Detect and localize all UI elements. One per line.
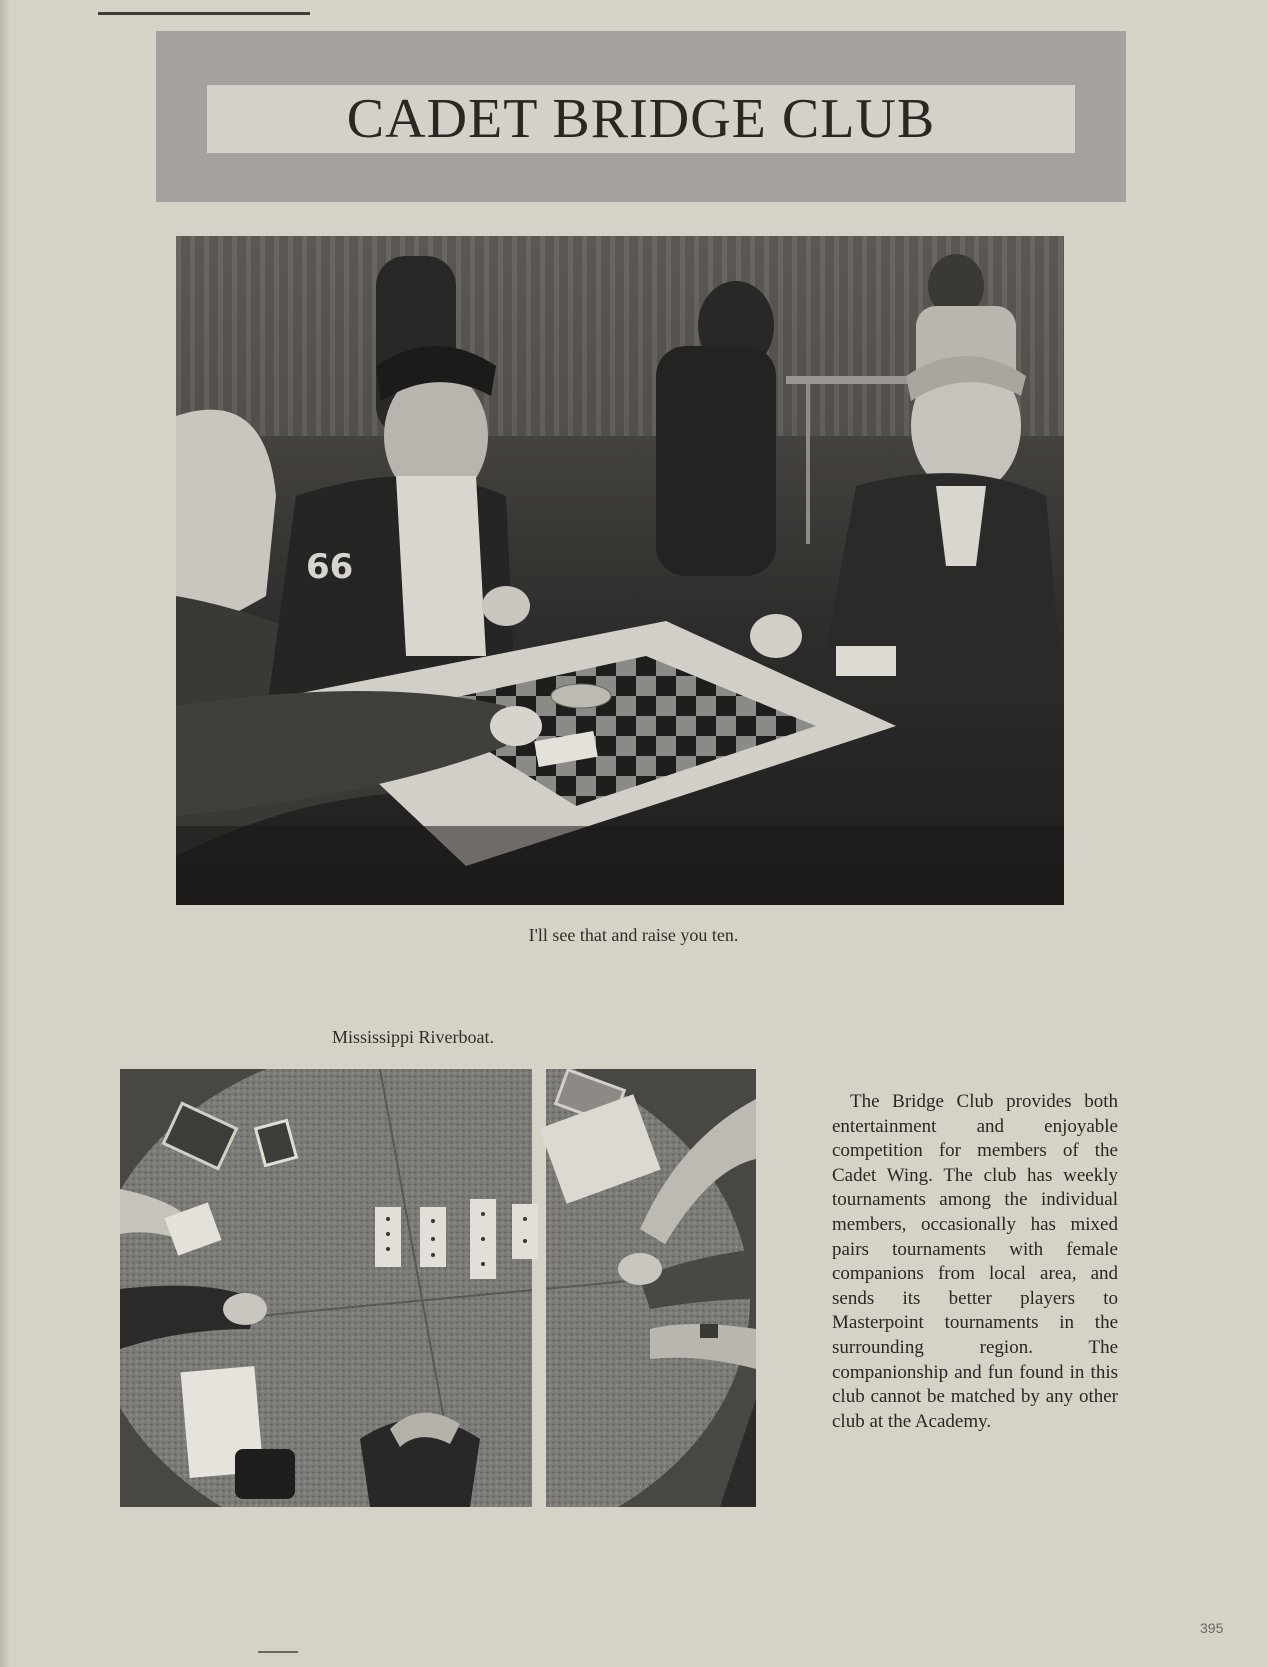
photo-bridge-game bbox=[176, 236, 1064, 905]
title-box bbox=[207, 85, 1075, 153]
photo-caption-top: I'll see that and raise you ten. bbox=[528, 925, 739, 945]
title-banner bbox=[156, 31, 1126, 202]
photo-card-table-image bbox=[120, 1069, 756, 1507]
jersey-number: 66 bbox=[306, 547, 354, 587]
bottom-rule bbox=[258, 1651, 298, 1653]
photo-card-table bbox=[120, 1069, 756, 1507]
top-rule bbox=[98, 12, 310, 15]
photo-caption-bottom: Mississippi Riverboat. bbox=[332, 1027, 495, 1047]
page-title: CADET BRIDGE CLUB bbox=[346, 88, 936, 150]
article-body: The Bridge Club provides both entertainment and enjoyable competition for members of the Cadet Wing. The club has weekly tournaments among the individual members, occasionally has mixed pairs tournaments with female companions from local area, and sends its better players to Masterpoint tournaments in the surrounding region. The companionship and fun found in this club cannot be matched by any other club at the Academy. bbox=[832, 1091, 1118, 1432]
photo-bridge-game-image bbox=[176, 236, 1064, 905]
page-binding-edge bbox=[0, 0, 9, 1667]
page-number: 395 bbox=[1200, 1620, 1224, 1636]
